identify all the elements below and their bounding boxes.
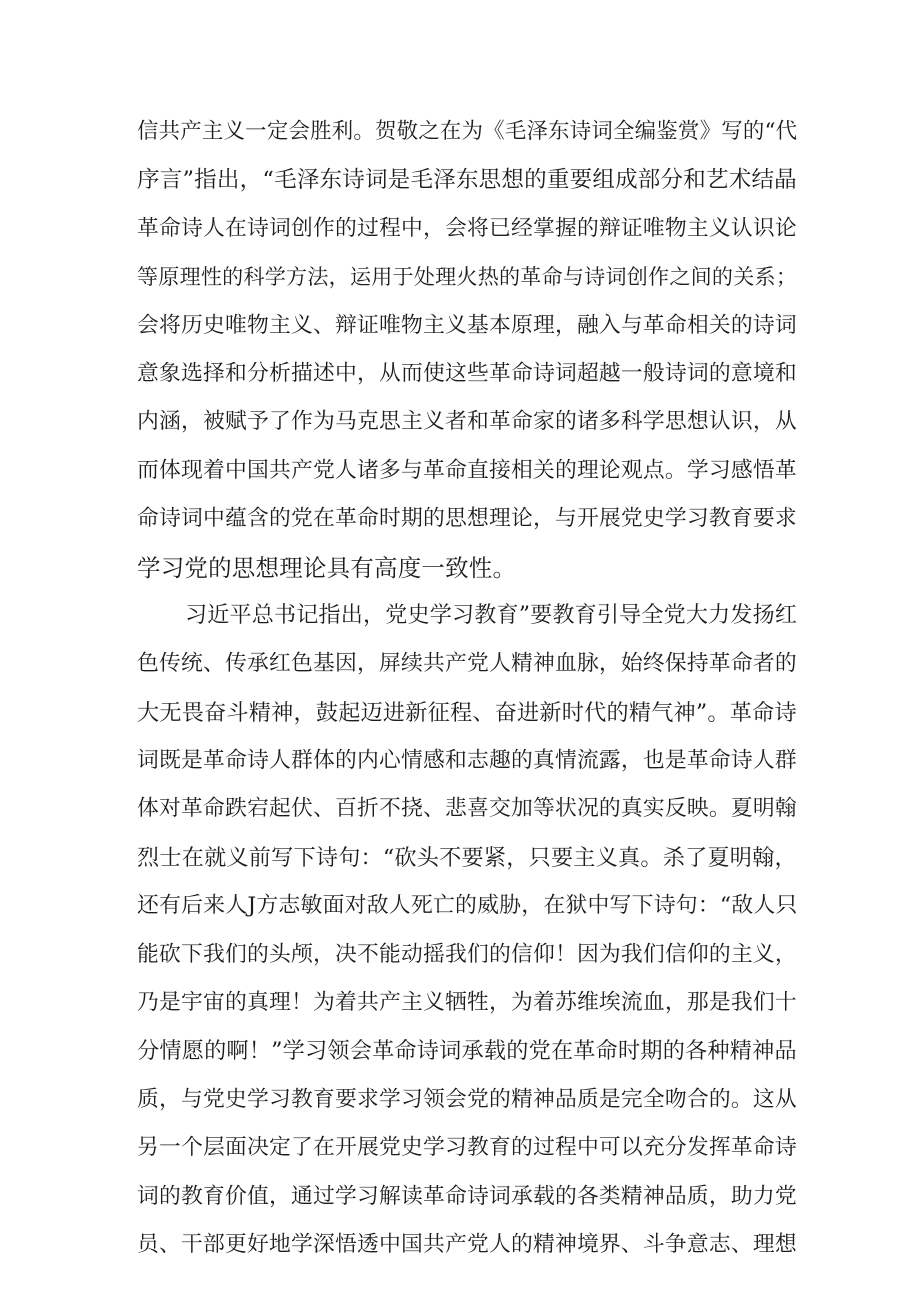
text-line: 信共产主义一定会胜利。贺敬之在为《毛泽东诗词全编鉴赏》写的“代 [137,119,798,144]
text-line: 等原理性的科学方法，运用于处理火热的革命与诗词创作之间的关系； [137,264,798,290]
text-line: 革命诗人在诗词创作的过程中，会将已经掌握的辩证唯物主义认识论 [137,215,797,241]
text-line: 烈士在就义前写下诗句：“砍头不要紧，只要主义真。杀了夏明翰， [137,844,797,871]
text-line: 意象选择和分析描述中，从而使这些革命诗词超越一般诗词的意境和 [137,360,797,386]
paragraph-1 [137,108,797,592]
text-line: 大无畏奋斗精神，鼓起迈进新征程、奋进新时代的精气神”。革命诗 [137,699,797,726]
paragraph-2 [137,592,797,1269]
text-line: 词的教育价值，通过学习解读革命诗词承载的各类精神品质，助力党 [137,1183,797,1209]
text-line: 体对革命跌宕起伏、百折不挠、悲喜交加等状况的真实反映。夏明翰 [137,796,797,822]
text-line: 还有后来人J方志敏面对敌人死亡的威胁，在狱中写下诗句：“敌人只 [137,893,798,919]
text-line: 质，与党史学习教育要求学习领会党的精神品质是完全吻合的。这从 [137,1086,797,1112]
text-line: 内涵，被赋予了作为马克思主义者和革命家的诸多科学思想认识，从 [137,409,797,435]
body-text [137,108,797,1269]
text-line: 而体现着中国共产党人诸多与革命直接相关的理论观点。学习感悟革 [137,457,797,483]
text-line: 能砍下我们的头颅，决不能动摇我们的信仰！因为我们信仰的主义， [137,941,797,967]
text-line: 分情愿的啊！”学习领会革命诗词承载的党在革命时期的各种精神品 [137,1038,797,1065]
text-line: 另一个层面决定了在开展党史学习教育的过程中可以充分发挥革命诗 [137,1135,797,1161]
text-line: 命诗词中蕴含的党在革命时期的思想理论，与开展党史学习教育要求 [137,506,797,532]
text-line: 学习党的思想理论具有高度一致性。 [137,553,517,582]
text-line: 词既是革命诗人群体的内心情感和志趣的真情流露，也是革命诗人群 [137,748,797,774]
text-line: 乃是宇宙的真理！为着共产主义牺牲，为着苏维埃流血，那是我们十 [137,990,797,1016]
text-line: 员、干部更好地学深悟透中国共产党人的精神境界、斗争意志、理想 [137,1231,797,1257]
text-line: 会将历史唯物主义、辩证唯物主义基本原理，融入与革命相关的诗词 [137,312,797,338]
text-line: 序言”指出，“毛泽东诗词是毛泽东思想的重要组成部分和艺术结晶 [137,167,797,194]
text-line: 色传统、传承红色基因，屏续共产党人精神血脉，始终保持革命者的 [137,651,797,677]
text-line-first: 习近平总书记指出，党史学习教育”要教育引导全党大力发扬红 [185,602,798,628]
